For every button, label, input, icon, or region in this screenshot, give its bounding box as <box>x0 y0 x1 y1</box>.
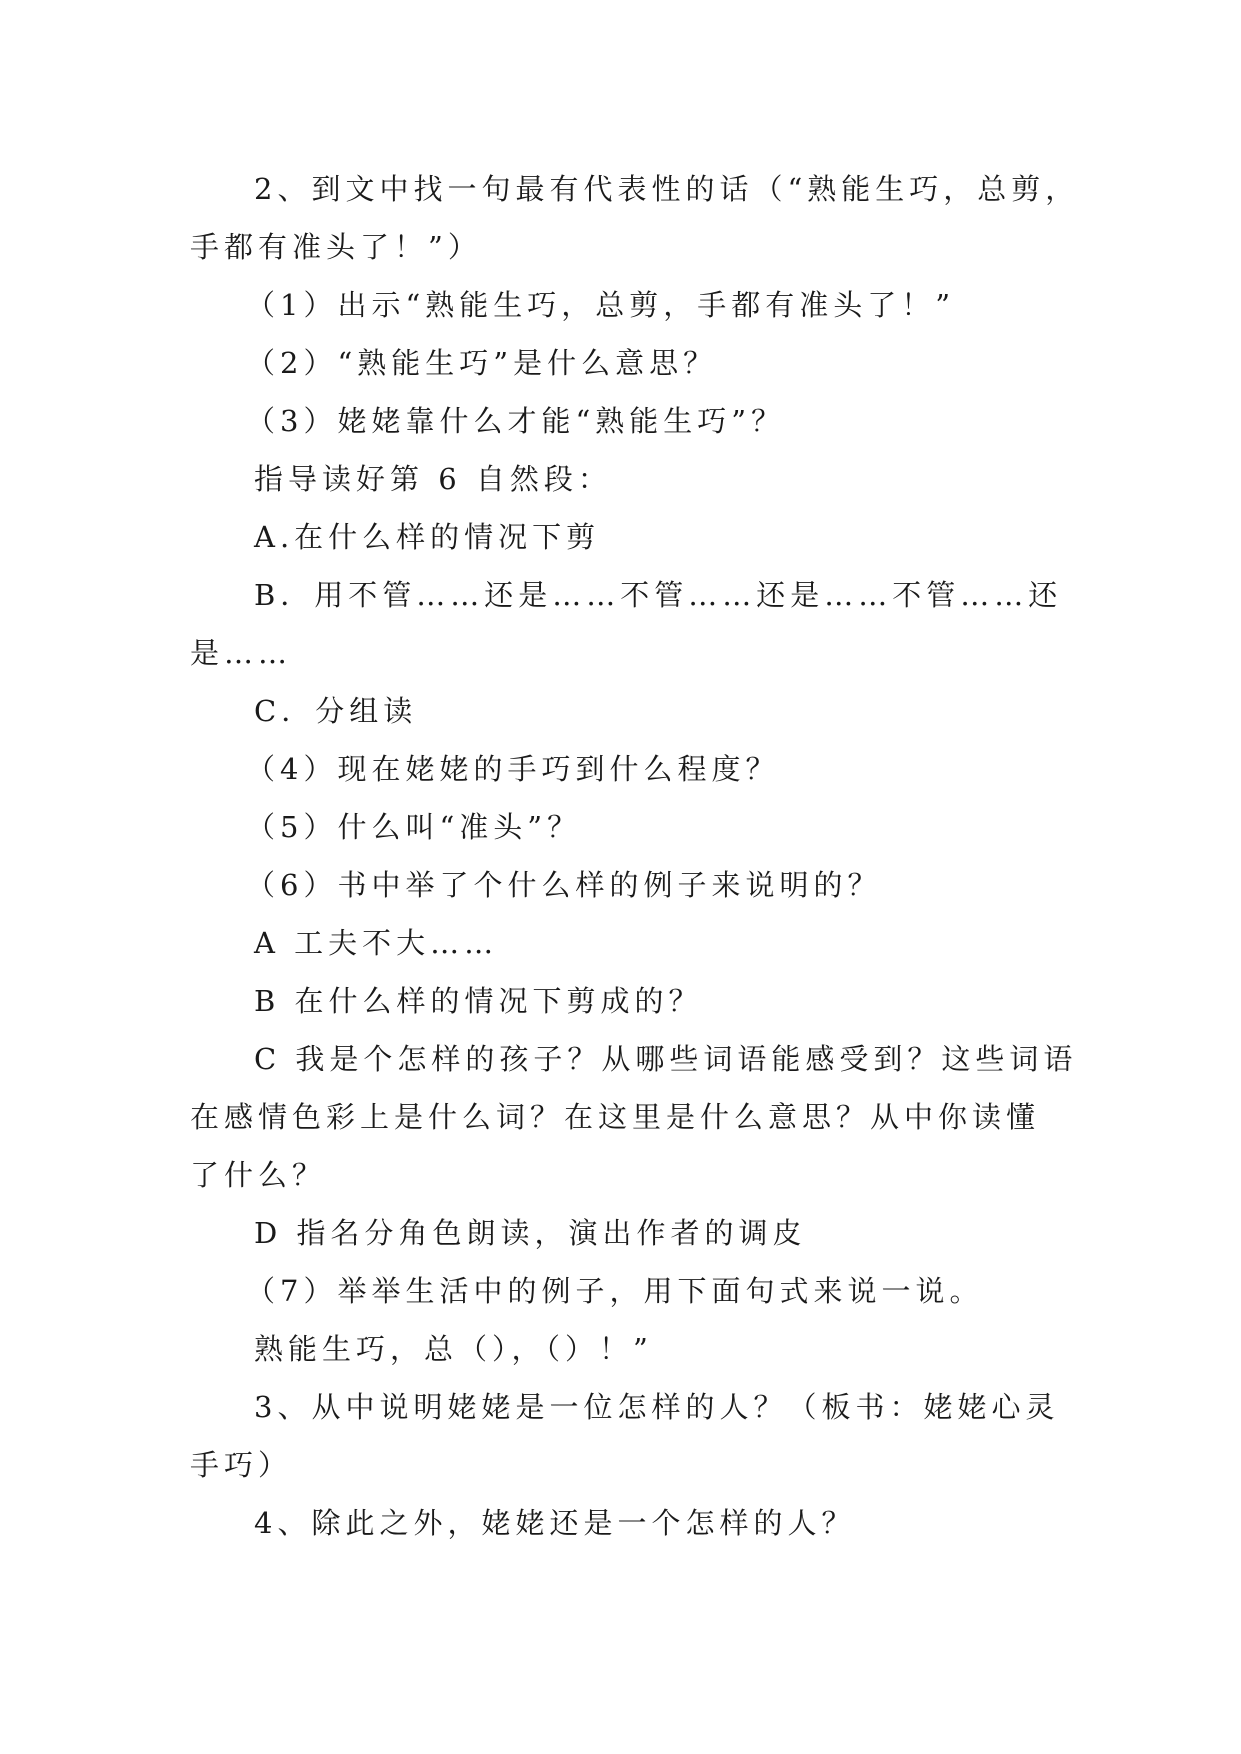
reading-guide-a: A.在什么样的情况下剪 <box>254 520 601 554</box>
item-3-line-2: 手巧） <box>190 1448 293 1482</box>
example-b: B 在什么样的情况下剪成的？ <box>254 984 703 1018</box>
item-2-line-2: 手都有准头了！”） <box>190 230 482 264</box>
reading-guide-heading: 指导读好第 6 自然段： <box>254 462 612 496</box>
example-a: A 工夫不大…… <box>254 926 499 960</box>
question-6: （6）书中举了个什么样的例子来说明的？ <box>246 868 882 902</box>
item-2-line-1: 2、到文中找一句最有代表性的话（“熟能生巧，总剪， <box>254 172 1080 206</box>
question-1: （1）出示“熟能生巧，总剪，手都有准头了！” <box>246 288 956 322</box>
question-7: （7）举举生活中的例子，用下面句式来说一说。 <box>246 1274 984 1308</box>
sentence-pattern: 熟能生巧，总（），（）！” <box>254 1332 653 1366</box>
question-4: （4）现在姥姥的手巧到什么程度？ <box>246 752 780 786</box>
reading-guide-c: C．分组读 <box>254 694 418 728</box>
example-d: D 指名分角色朗读，演出作者的调皮 <box>254 1216 807 1250</box>
example-c-line-1: C 我是个怎样的孩子？从哪些词语能感受到？这些词语 <box>254 1042 1078 1076</box>
question-3: （3）姥姥靠什么才能“熟能生巧”？ <box>246 404 786 438</box>
item-4: 4、除此之外，姥姥还是一个怎样的人？ <box>254 1506 856 1540</box>
question-5: （5）什么叫“准头”？ <box>246 810 582 844</box>
item-3-line-1: 3、从中说明姥姥是一位怎样的人？（板书：姥姥心灵 <box>254 1390 1060 1424</box>
example-c-line-3: 了什么？ <box>190 1158 327 1192</box>
reading-guide-b-line-2: 是…… <box>190 636 293 670</box>
question-2: （2）“熟能生巧”是什么意思？ <box>246 346 718 380</box>
example-c-line-2: 在感情色彩上是什么词？在这里是什么意思？从中你读懂 <box>190 1100 1041 1134</box>
reading-guide-b-line-1: B．用不管……还是……不管……还是……不管……还 <box>254 578 1063 612</box>
document-body <box>190 160 1080 1552</box>
